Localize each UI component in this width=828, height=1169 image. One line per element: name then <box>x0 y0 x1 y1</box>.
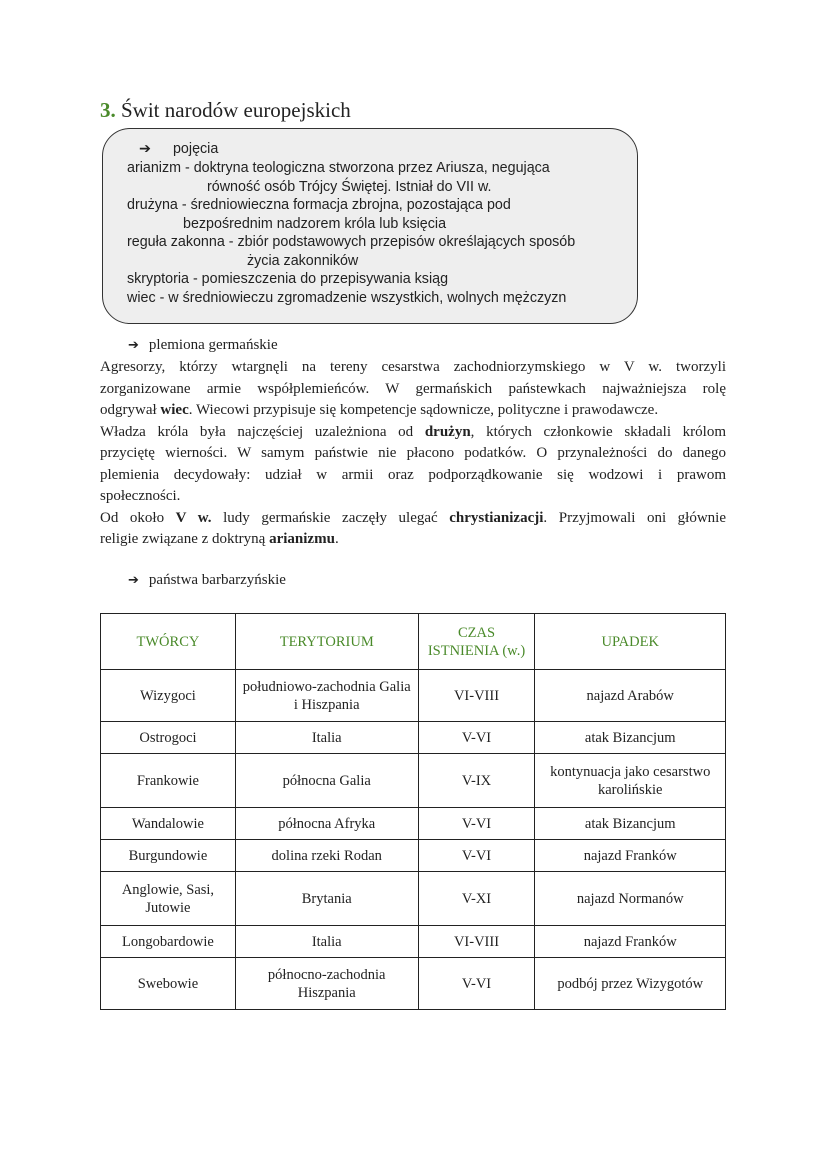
concept-entry-continuation: bezpośrednim nadzorem króla lub księcia <box>183 215 447 232</box>
term-wiec: wiec <box>160 402 189 418</box>
col-header-tworcy: TWÓRCY <box>101 614 236 670</box>
table-cell: Italia <box>235 722 418 754</box>
table-cell: północno-zachodnia Hiszpania <box>235 958 418 1010</box>
para-line: Władza króla była najczęściej uzależniona od drużyn, których członkowie składali królom <box>100 423 726 440</box>
table-cell: Swebowie <box>101 958 236 1010</box>
table-cell: V-VI <box>418 958 535 1010</box>
table-cell: podbój przez Wizygotów <box>535 958 726 1010</box>
concept-entry-continuation: życia zakonników <box>247 252 359 269</box>
concept-entry: wiec - w średniowieczu zgromadzenie wszystkich, wolnych mężczyzn <box>127 289 567 306</box>
table-cell: V-VI <box>418 722 535 754</box>
para-line: plemienia decydowały: udział w armii oraz podporządkowanie się wodzowi i prawom <box>100 466 726 483</box>
germanic-paragraph <box>100 357 726 551</box>
table-row <box>101 722 726 754</box>
term-chrystianizacji: chrystianizacji <box>449 509 544 526</box>
table-cell: najazd Normanów <box>535 872 726 926</box>
para-line: społeczności. <box>100 488 181 504</box>
table-cell: atak Bizancjum <box>535 722 726 754</box>
table-cell: północna Afryka <box>235 808 418 840</box>
para-line: zorganizowane armie współplemieńców. W germańskich państewkach najważniejsza rolę <box>100 380 726 397</box>
term-v-w: V w. <box>175 509 212 526</box>
table-cell: Ostrogoci <box>101 722 236 754</box>
barbarian-states-table <box>100 613 726 1010</box>
para-line: przyciętę wierności. W samym państwie nie płacono podatków. O przynależności do danego <box>100 445 726 461</box>
concepts-heading-text: pojęcia <box>172 141 219 157</box>
term-arianizmu: arianizmu <box>269 531 335 547</box>
col-header-upadek: UPADEK <box>535 614 726 670</box>
table-cell: Burgundowie <box>101 840 236 872</box>
table-cell: V-XI <box>418 872 535 926</box>
table-row <box>101 754 726 808</box>
table-cell: Brytania <box>235 872 418 926</box>
concepts-heading <box>127 140 637 159</box>
table-row <box>101 670 726 722</box>
concepts-list <box>127 159 637 307</box>
table-row <box>101 872 726 926</box>
germanic-heading-text: plemiona germańskie <box>148 337 278 353</box>
para-line: religie związane z doktryną arianizmu. <box>100 531 339 547</box>
concept-entry: reguła zakonna - zbiór podstawowych przepisów określających sposób <box>127 234 576 250</box>
para-line: Agresorzy, którzy wtargnęli na tereny cesarstwa zachodniorzymskiego w V w. tworzyli <box>100 359 726 375</box>
concept-entry: arianizm - doktryna teologiczna stworzona przez Ariusza, negująca <box>127 160 550 176</box>
para-line: odgrywał wiec. Wiecowi przypisuje się kompetencje sądownicze, polityczne i prawodawcze. <box>100 402 659 418</box>
table-cell: Wandalowie <box>101 808 236 840</box>
concept-entry: drużyna - średniowieczna formacja zbrojna, pozostająca pod <box>127 197 511 213</box>
section-number: 3. <box>100 98 116 122</box>
concepts-box <box>102 128 638 324</box>
table-cell: atak Bizancjum <box>535 808 726 840</box>
table-cell: najazd Franków <box>535 840 726 872</box>
table-cell: Longobardowie <box>101 926 236 958</box>
concept-entry-continuation: równość osób Trójcy Świętej. Istniał do VII w. <box>207 178 492 195</box>
col-header-terytorium: TERYTORIUM <box>235 614 418 670</box>
term-druzyn: drużyn <box>424 423 471 440</box>
table-row <box>101 926 726 958</box>
table-cell: Italia <box>235 926 418 958</box>
col-header-czas: CZAS ISTNIENIA (w.) <box>418 614 535 670</box>
table-cell: VI-VIII <box>418 926 535 958</box>
table-cell: północna Galia <box>235 754 418 808</box>
table-cell: V-IX <box>418 754 535 808</box>
barbarian-heading <box>128 572 286 589</box>
table-cell: kontynuacja jako cesarstwo karolińskie <box>535 754 726 808</box>
table-row <box>101 840 726 872</box>
table-header-row <box>101 614 726 670</box>
barbarian-heading-text: państwa barbarzyńskie <box>148 572 286 588</box>
table-row <box>101 808 726 840</box>
arrow-icon: ➔ <box>139 141 151 157</box>
germanic-heading <box>128 337 278 354</box>
table-cell: najazd Franków <box>535 926 726 958</box>
table-cell: najazd Arabów <box>535 670 726 722</box>
table-cell: V-VI <box>418 840 535 872</box>
section-title <box>100 98 351 123</box>
table-body <box>101 670 726 1010</box>
table-row <box>101 958 726 1010</box>
arrow-icon: ➔ <box>128 573 139 588</box>
table-cell: dolina rzeki Rodan <box>235 840 418 872</box>
table-cell: południowo-zachodnia Galia i Hiszpania <box>235 670 418 722</box>
table-cell: V-VI <box>418 808 535 840</box>
table-cell: Wizygoci <box>101 670 236 722</box>
section-title-text: Świt narodów europejskich <box>121 98 351 122</box>
table-cell: VI-VIII <box>418 670 535 722</box>
table-cell: Anglowie, Sasi, Jutowie <box>101 872 236 926</box>
table-cell: Frankowie <box>101 754 236 808</box>
concept-entry: skryptoria - pomieszczenia do przepisywania ksiąg <box>127 271 449 287</box>
para-line: Od około V w. ludy germańskie zaczęły ulegać chrystianizacji. Przyjmowali oni głównie <box>100 509 727 526</box>
arrow-icon: ➔ <box>128 338 139 353</box>
